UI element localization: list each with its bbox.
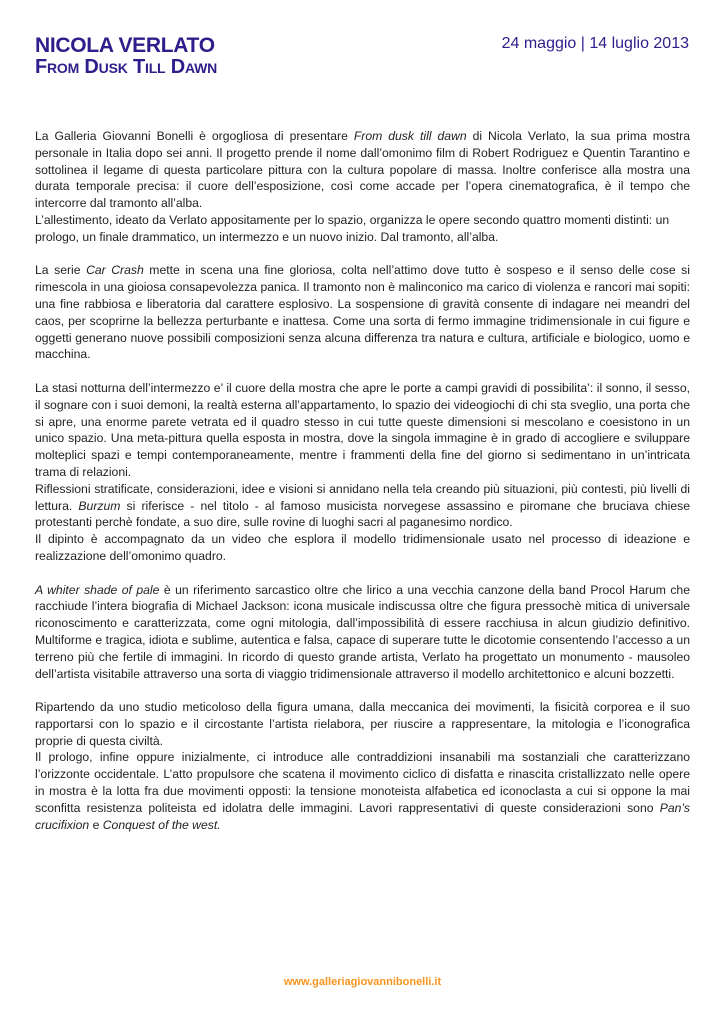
paragraph-text: è un riferimento sarcastico oltre che lirico a una vecchia canzone della band Procol Harum che racchiude l’intera biografia di Michael Jackson: icona musicale indiscussa oltre che figura pressochè mitica di universale riconoscimento e caratterizzata, come ogni mitologia, dall’impossibilità di essere racchiusa in alcun giudizio definitivo. Multiforme e tragica, idiota e sublime, autentica e falsa, capace di superare tutte le dicotomie consentendo l’accesso a un terreno più che fertile di immagini. In ricordo di questo grande artista, Verlato ha progettato un monumento - mausoleo dell’artista visitabile attraverso una sorta di viaggio tridimensionale attraverso il modello architettonico e alcuni bozzetti. bbox=[35, 582, 690, 681]
italic-title-text: Burzum bbox=[78, 498, 121, 513]
paragraph-text: e bbox=[89, 817, 103, 832]
paragraph-text: di Nicola Verlato, la sua prima mostra personale in Italia dopo sei anni. Il progetto prende il nome dall’omonimo film di Robert Rodriguez e Quentin Tarantino e sottolinea il legame di questa particolare pittura con la cultura popolare di massa. Inoltre conferisce alla mostra una durata temporale precisa: il cuore dell’esposizione, così come accade per l’opera cinematografica, è il tempo che intercorre dal tramonto all’alba. bbox=[35, 129, 690, 211]
paragraph-spacer bbox=[35, 246, 690, 263]
paragraph-text: Ripartendo da uno studio meticoloso della figura umana, dalla meccanica dei movimenti, la fisicità corporea e il suo rapportarsi con lo spazio e il circostante l’artista rielabora, per riuscire a rappresentare, la mitologia e l’iconografica proprie di questa civiltà. bbox=[35, 700, 690, 748]
paragraph-text: La stasi notturna dell’intermezzo e’ il cuore della mostra che apre le porte a campi gravidi di possibilita’: il sonno, il sesso, il sognare con i suoi demoni, la realtà esterna all’appartamento, lo spazio dei videogiochi di chi sta sveglio, una porta che si apre, una enorme parete vetrata ed il quadro stesso in cui tutte queste dimensioni si mescolano e coesistono in un unico spazio. Una meta-pittura quella esposta in mostra, dove la singola immagine è in grado di accogliere e sviluppare molteplici spazi e tempi contemporaneamente, mentre i frammenti della fine del giorno si sedimentano in un’intricata trama di relazioni. bbox=[35, 380, 690, 479]
paragraph-text: La serie bbox=[35, 263, 87, 278]
italic-title-text: A whiter shade of pale bbox=[35, 582, 160, 597]
paragraph-text: si riferisce - nel titolo - al famoso musicista norvegese assassino e piromane che bruciava chiese protestanti perchè fondate, a suo dire, sulle rovine di luoghi sacri al paganesimo nordico. bbox=[35, 498, 690, 530]
paragraph-spacer bbox=[35, 565, 690, 582]
italic-title-text: Conquest of the west. bbox=[102, 817, 221, 832]
paragraph-text: Il dipinto è accompagnato da un video che esplora il modello tridimensionale usato nel processo di ideazione e realizzazione dell’omonimo quadro. bbox=[35, 532, 690, 563]
paragraph-spacer bbox=[35, 682, 690, 699]
body-paragraph bbox=[35, 380, 690, 481]
body-paragraph bbox=[35, 531, 690, 565]
body-paragraph bbox=[35, 749, 690, 833]
artist-name: NICOLA VERLATO bbox=[35, 34, 215, 57]
paragraph-text: L’allestimento, ideato da Verlato appositamente per lo spazio, organizza le opere secondo quattro momenti distinti: un prologo, un finale drammatico, un intermezzo e un nuovo inizio. Dal tramonto, all’alba. bbox=[35, 212, 670, 244]
paragraph-text: mette in scena una fine gloriosa, colta nell’attimo dove tutto è sospeso e il senso delle cose si rimescola in una gioiosa consapevolezza panica. Il tramonto non è malinconico ma carico di violenza e rancori mai sopiti: una fine rabbiosa e liberatoria dal carattere esplosivo. La sospensione di gravità consente di indagare nei meandri del caos, per scoprirne la bellezza perturbante e inattesa. Come una sorta di fermo immagine tridimensionale in cui figure e oggetti generano nuove possibili composizioni senza alcuna differenza tra natura e cultura, artificiale e biologico, uomo e macchina. bbox=[35, 263, 690, 362]
exhibition-dates: 24 maggio | 14 luglio 2013 bbox=[501, 35, 689, 52]
body-paragraph bbox=[35, 128, 690, 212]
exhibition-title: From Dusk Till Dawn bbox=[35, 56, 218, 78]
italic-title-text: Car Crash bbox=[86, 263, 144, 278]
italic-title-text: Pan’s crucifixion bbox=[35, 800, 690, 832]
paragraph-spacer bbox=[35, 363, 690, 380]
title-block bbox=[35, 35, 217, 78]
paragraph-text: La Galleria Giovanni Bonelli è orgogliosa di presentare bbox=[35, 129, 354, 143]
italic-title-text: From dusk till dawn bbox=[353, 129, 467, 143]
paragraph-text: Riflessioni stratificate, considerazioni, idee e visioni si annidano nella tela creando più situazioni, più contesti, più livelli di lettura. bbox=[35, 481, 690, 513]
body-paragraph bbox=[35, 262, 690, 363]
gallery-website-link[interactable]: www.galleriagiovannibonelli.it bbox=[283, 976, 442, 988]
body-paragraph bbox=[35, 212, 690, 246]
paragraph-text: Il prologo, infine oppure inizialmente, ci introduce alle contraddizioni insanabili ma sostanziali che caratterizzano l’orizzonte occidentale. L’atto propulsore che scatena il movimento ciclico di disfatta e rinascita cristallizzato nelle opere in mostra è la lotta fra due movimenti opposti: la tensione monoteista alfabetica ed iconoclasta a cui si oppone la mai sconfitta resistenza politeista ed idolatra delle immagini. Lavori rappresentativi di queste considerazioni sono bbox=[35, 750, 690, 815]
press-release-body bbox=[35, 128, 690, 833]
body-paragraph bbox=[35, 582, 690, 683]
body-paragraph bbox=[35, 481, 690, 531]
body-paragraph bbox=[35, 699, 690, 749]
